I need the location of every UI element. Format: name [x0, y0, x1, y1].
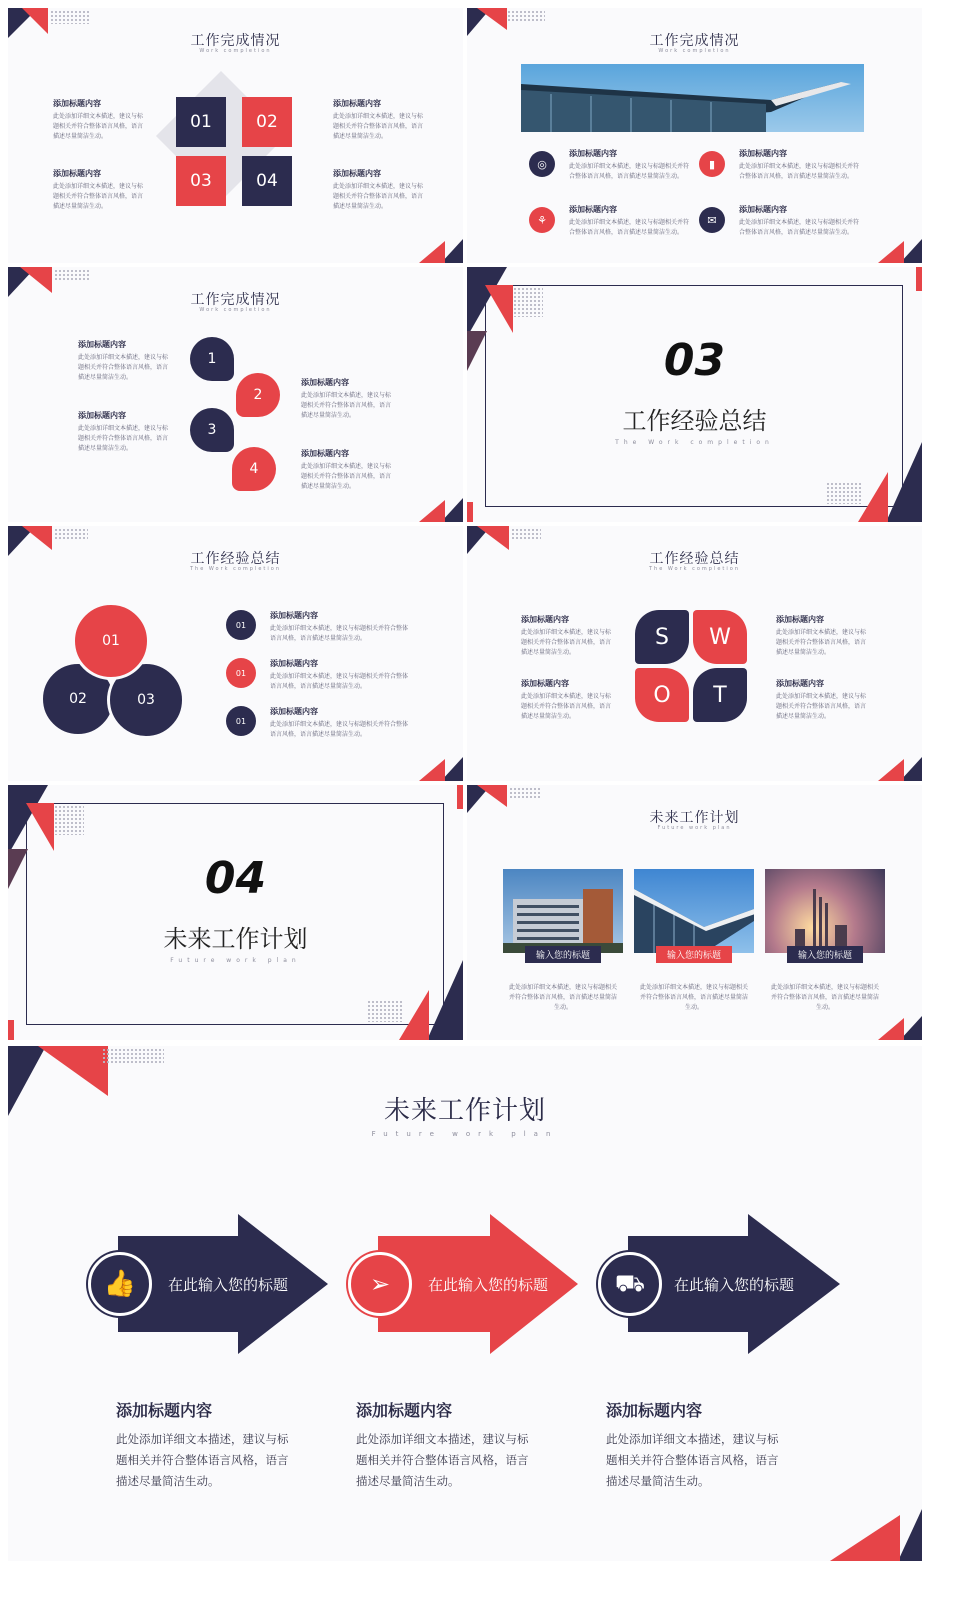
arrow-icon-circle — [598, 1252, 662, 1316]
slide-experience-swot — [467, 526, 922, 781]
corner-triangle-decor — [878, 759, 904, 781]
section-title: 工作经验总结 — [622, 407, 767, 435]
row-badge-3: 01 — [226, 706, 256, 736]
block-text: 此处添加详细文本描述，建议与标题相关并符合整体语言风格，语言描述尽量简洁生动。 — [78, 425, 169, 452]
corner-triangle-decor — [878, 1018, 904, 1040]
office-building-photo — [503, 869, 623, 953]
corner-triangle-decor — [399, 990, 429, 1040]
block-heading: 添加标题内容 — [116, 1401, 213, 1420]
text-block — [739, 148, 864, 182]
block-text: 此处添加详细文本描述，建议与标题相关并符合整体语言风格，语言描述尽量简洁生动。 — [776, 629, 867, 656]
dot-pattern-decor — [54, 805, 84, 835]
card-text: 此处添加详细文本描述，建议与标题相关并符合整体语言风格，语言描述尽量简洁生动。 — [639, 984, 748, 1011]
corner-triangle-decor — [477, 526, 509, 550]
block-text: 此处添加详细文本描述，建议与标题相关并符合整体语言风格，语言描述尽量简洁生动。 — [301, 392, 392, 419]
card-text: 此处添加详细文本描述，建议与标题相关并符合整体语言风格，语言描述尽量简洁生动。 — [770, 984, 879, 1011]
section-subtitle: The Work completion — [615, 439, 774, 446]
thumbs-up-icon: 👍 — [103, 1269, 137, 1299]
corner-triangle-decor — [477, 785, 507, 807]
text-block — [739, 204, 864, 238]
dot-pattern-decor — [54, 269, 90, 281]
block-heading: 添加标题内容 — [270, 707, 318, 716]
text-block — [356, 1398, 536, 1492]
block-text: 此处添加详细文本描述，建议与标题相关并符合整体语言风格，语言描述尽量简洁生动。 — [521, 629, 612, 656]
corner-triangle-decor — [830, 1515, 900, 1561]
block-text: 此处添加详细文本描述，建议与标题相关并符合整体语言风格，语言描述尽量简洁生动。 — [116, 1432, 289, 1488]
slide-subtitle: The Work completion — [189, 566, 282, 572]
block-text: 此处添加详细文本描述，建议与标题相关并符合整体语言风格，语言描述尽量简洁生动。 — [53, 113, 144, 140]
block-text: 此处添加详细文本描述，建议与标题相关并符合整体语言风格，语言描述尽量简洁生动。 — [569, 163, 690, 180]
block-text: 此处添加详细文本描述，建议与标题相关并符合整体语言风格，语言描述尽量简洁生动。 — [739, 163, 860, 180]
slide-work-completion-steps — [8, 267, 463, 522]
block-heading: 添加标题内容 — [53, 99, 101, 108]
text-block — [333, 98, 428, 142]
text-block — [569, 148, 694, 182]
step-bubble-2: 2 — [236, 373, 280, 417]
block-heading: 添加标题内容 — [78, 340, 126, 349]
paper-plane-icon: ➢ — [369, 1270, 391, 1298]
corner-triangle-decor — [419, 500, 445, 522]
block-text: 此处添加详细文本描述，建议与标题相关并符合整体语言风格，语言描述尽量简洁生动。 — [776, 693, 867, 720]
text-block — [78, 410, 173, 454]
venn-circle-02: 02 — [40, 661, 116, 737]
block-text: 此处添加详细文本描述，建议与标题相关并符合整体语言风格，语言描述尽量简洁生动。 — [270, 721, 409, 738]
slide-title: 未来工作计划 — [649, 810, 740, 826]
block-heading: 添加标题内容 — [301, 449, 349, 458]
swot-o: O — [635, 668, 689, 722]
accent-bar — [457, 785, 463, 809]
arrow-icon-circle — [88, 1252, 152, 1316]
section-title: 未来工作计划 — [163, 925, 308, 953]
block-heading: 添加标题内容 — [569, 205, 617, 214]
dot-pattern-decor — [50, 10, 90, 24]
grid-square-01: 01 — [176, 97, 226, 147]
target-icon: ◎ — [529, 151, 555, 177]
slide-subtitle: Work completion — [199, 307, 272, 313]
section-subtitle: Future work plan — [170, 957, 301, 964]
block-text: 此处添加详细文本描述，建议与标题相关并符合整体语言风格，语言描述尽量简洁生动。 — [270, 673, 409, 690]
meeting-icon: ⚘ — [529, 207, 555, 233]
section-frame — [26, 803, 444, 1025]
block-heading: 添加标题内容 — [333, 169, 381, 178]
block-text: 此处添加详细文本描述，建议与标题相关并符合整体语言风格，语言描述尽量简洁生动。 — [606, 1432, 779, 1488]
grid-square-03: 03 — [176, 156, 226, 206]
block-heading: 添加标题内容 — [776, 615, 824, 624]
truck-icon: ⛟ — [614, 1268, 646, 1297]
row-badge-2: 01 — [226, 658, 256, 688]
step-bubble-4: 4 — [232, 447, 276, 491]
block-heading: 添加标题内容 — [301, 378, 349, 387]
block-heading: 添加标题内容 — [776, 679, 824, 688]
corner-triangle-decor — [38, 1046, 108, 1096]
text-block — [776, 678, 871, 722]
text-block — [78, 339, 173, 383]
slide-title: 工作完成情况 — [649, 33, 740, 49]
text-block — [333, 168, 428, 212]
slide-work-completion-grid — [8, 8, 463, 263]
corner-triangle-decor — [878, 241, 904, 263]
step-bubble-3: 3 — [190, 408, 234, 452]
city-skyline-photo — [765, 869, 885, 953]
building-photo — [521, 64, 864, 132]
accent-bar — [467, 502, 473, 522]
block-text: 此处添加详细文本描述，建议与标题相关并符合整体语言风格，语言描述尽量简洁生动。 — [53, 183, 144, 210]
slide-future-plan-cards — [467, 785, 922, 1040]
slide-subtitle: Work completion — [199, 48, 272, 54]
block-heading: 添加标题内容 — [521, 615, 569, 624]
corner-triangle-decor — [477, 8, 507, 30]
slide-experience-circles — [8, 526, 463, 781]
block-text: 此处添加详细文本描述，建议与标题相关并符合整体语言风格，语言描述尽量简洁生动。 — [356, 1432, 529, 1488]
arrow-label: 在此输入您的标题 — [168, 1276, 289, 1294]
text-block — [521, 678, 616, 722]
text-block — [53, 98, 148, 142]
text-block — [116, 1398, 296, 1492]
slide-title: 工作经验总结 — [649, 551, 740, 567]
text-block — [270, 610, 410, 644]
dot-pattern-decor — [513, 287, 543, 317]
text-block — [569, 204, 694, 238]
dot-pattern-decor — [102, 1048, 164, 1064]
text-block — [776, 614, 871, 658]
corner-triangle-decor — [427, 960, 463, 1040]
slide-future-plan-arrows — [8, 1046, 922, 1561]
corner-triangle-decor — [898, 1509, 922, 1561]
block-text: 此处添加详细文本描述，建议与标题相关并符合整体语言风格，语言描述尽量简洁生动。 — [301, 463, 392, 490]
text-block — [606, 1398, 786, 1492]
corner-triangle-decor — [858, 472, 888, 522]
slide-section-03 — [467, 267, 922, 522]
row-badge-1: 01 — [226, 610, 256, 640]
corner-triangle-decor — [419, 241, 445, 263]
corner-triangle-decor — [485, 285, 513, 333]
block-text: 此处添加详细文本描述，建议与标题相关并符合整体语言风格，语言描述尽量简洁生动。 — [739, 219, 860, 236]
block-heading: 添加标题内容 — [270, 659, 318, 668]
block-heading: 添加标题内容 — [739, 149, 787, 158]
swot-t: T — [693, 668, 747, 722]
block-heading: 添加标题内容 — [333, 99, 381, 108]
block-text: 此处添加详细文本描述，建议与标题相关并符合整体语言风格，语言描述尽量简洁生动。 — [521, 693, 612, 720]
block-heading: 添加标题内容 — [606, 1401, 703, 1420]
accent-bar — [8, 1020, 14, 1040]
text-block — [521, 614, 616, 658]
text-block — [301, 377, 396, 421]
venn-circle-03: 03 — [107, 661, 185, 739]
block-heading: 添加标题内容 — [739, 205, 787, 214]
card-label: 输入您的标题 — [787, 946, 863, 963]
block-heading: 添加标题内容 — [270, 611, 318, 620]
slide-subtitle: The Work completion — [648, 566, 741, 572]
glass-building-photo — [634, 869, 754, 953]
block-heading: 添加标题内容 — [356, 1401, 453, 1420]
slide-section-04 — [8, 785, 463, 1040]
slide-title: 未来工作计划 — [383, 1096, 546, 1126]
corner-triangle-decor — [886, 442, 922, 522]
dot-pattern-decor — [509, 787, 541, 799]
text-block — [301, 448, 396, 492]
dot-pattern-decor — [511, 528, 541, 540]
bar-chart-icon: ▮ — [699, 151, 725, 177]
swot-s: S — [635, 610, 689, 664]
card-text: 此处添加详细文本描述，建议与标题相关并符合整体语言风格，语言描述尽量简洁生动。 — [508, 984, 617, 1011]
block-text: 此处添加详细文本描述，建议与标题相关并符合整体语言风格，语言描述尽量简洁生动。 — [78, 354, 169, 381]
venn-circle-01: 01 — [72, 602, 150, 680]
slide-work-completion-photo — [467, 8, 922, 263]
block-heading: 添加标题内容 — [521, 679, 569, 688]
section-number: 03 — [663, 335, 726, 386]
dot-pattern-decor — [367, 1000, 403, 1022]
slide-title: 工作完成情况 — [190, 33, 281, 49]
arrow-label: 在此输入您的标题 — [428, 1276, 549, 1294]
accent-bar — [916, 267, 922, 291]
grid-square-04: 04 — [242, 156, 292, 206]
arrow-icon-circle — [348, 1252, 412, 1316]
envelope-icon: ✉ — [699, 207, 725, 233]
block-text: 此处添加详细文本描述，建议与标题相关并符合整体语言风格，语言描述尽量简洁生动。 — [270, 625, 409, 642]
grid-square-02: 02 — [242, 97, 292, 147]
slide-subtitle: Future work plan — [657, 825, 732, 831]
corner-triangle-decor — [419, 759, 445, 781]
text-block — [270, 706, 410, 740]
arrow-label: 在此输入您的标题 — [674, 1276, 795, 1294]
dot-pattern-decor — [54, 528, 88, 540]
block-heading: 添加标题内容 — [569, 149, 617, 158]
slide-subtitle: Future work plan — [371, 1130, 559, 1138]
dot-pattern-decor — [507, 10, 545, 22]
corner-triangle-decor — [22, 526, 52, 550]
block-heading: 添加标题内容 — [78, 411, 126, 420]
block-text: 此处添加详细文本描述，建议与标题相关并符合整体语言风格，语言描述尽量简洁生动。 — [569, 219, 690, 236]
slide-title: 工作经验总结 — [190, 551, 281, 567]
text-block — [270, 658, 410, 692]
block-heading: 添加标题内容 — [53, 169, 101, 178]
swot-w: W — [693, 610, 747, 664]
block-text: 此处添加详细文本描述，建议与标题相关并符合整体语言风格，语言描述尽量简洁生动。 — [333, 183, 424, 210]
dot-pattern-decor — [826, 482, 862, 504]
slide-subtitle: Work completion — [658, 48, 731, 54]
card-label: 输入您的标题 — [656, 946, 732, 963]
card-label: 输入您的标题 — [525, 946, 601, 963]
step-bubble-1: 1 — [190, 337, 234, 381]
corner-triangle-decor — [26, 803, 54, 851]
slide-title: 工作完成情况 — [190, 292, 281, 308]
block-text: 此处添加详细文本描述，建议与标题相关并符合整体语言风格，语言描述尽量简洁生动。 — [333, 113, 424, 140]
text-block — [53, 168, 148, 212]
section-number: 04 — [204, 853, 267, 904]
section-frame — [485, 285, 903, 507]
